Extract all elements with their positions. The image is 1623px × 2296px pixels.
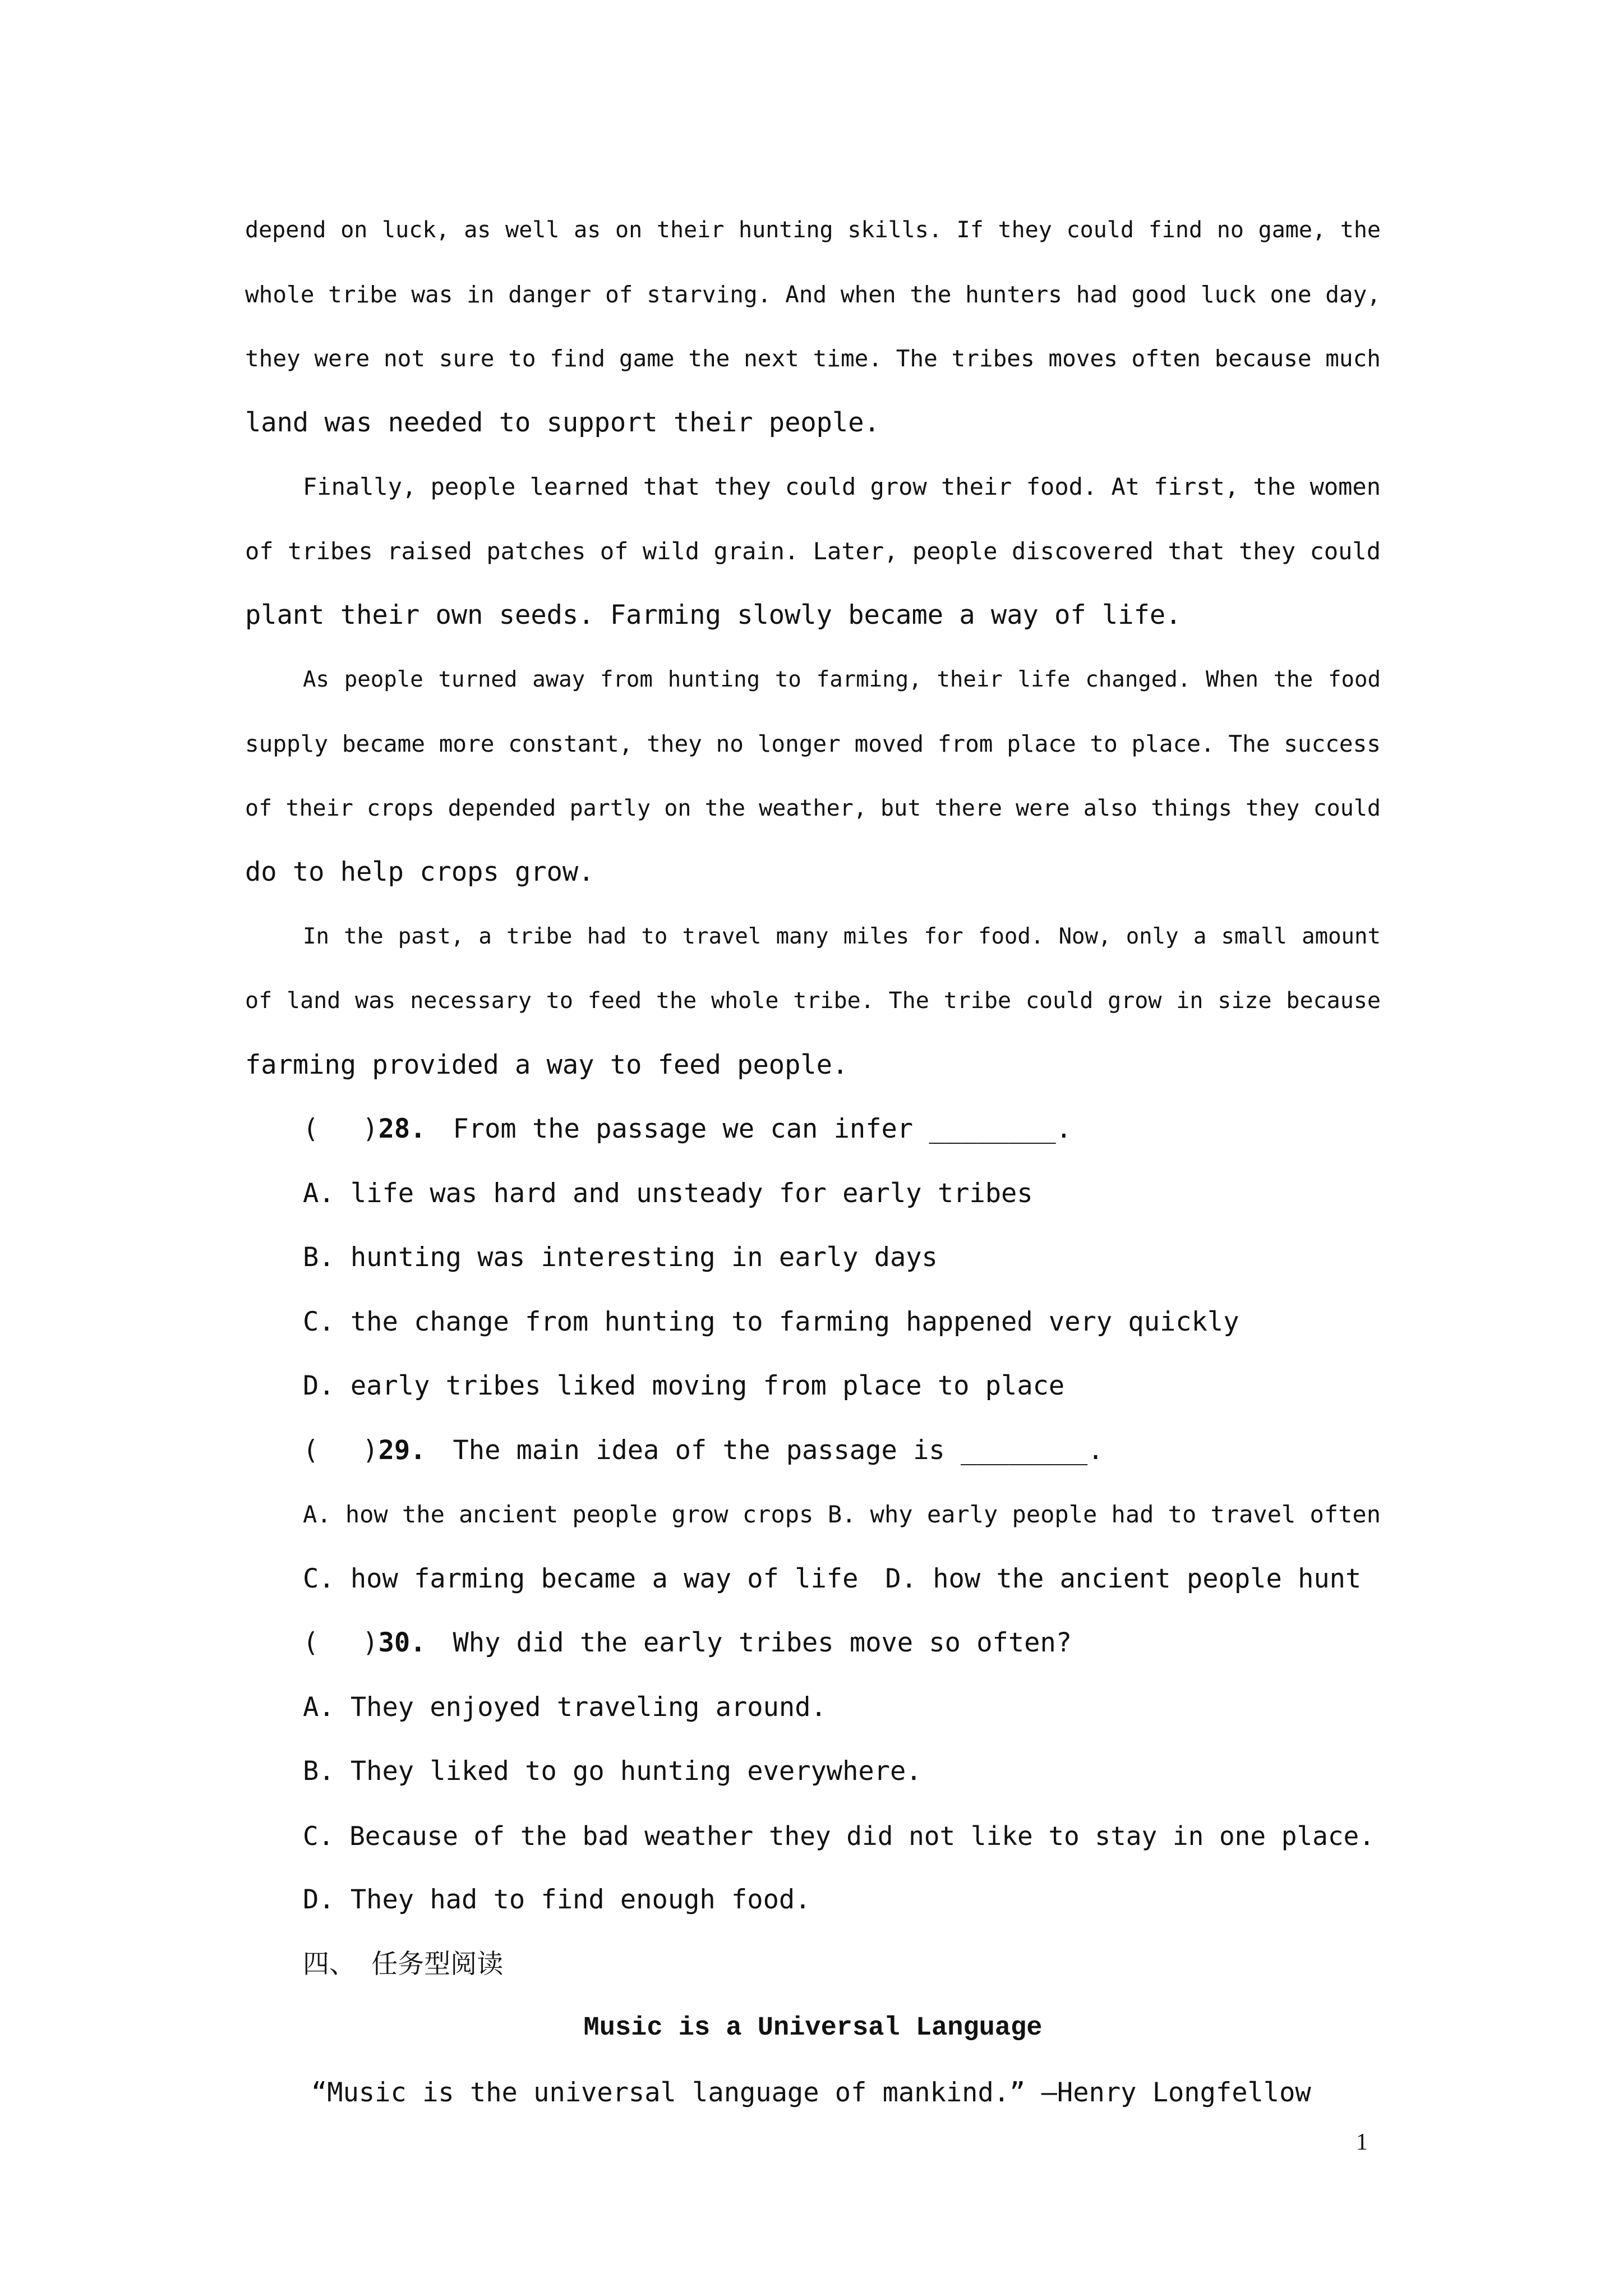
paragraph-line: In the past, a tribe had to travel many miles for food. Now, only a small amount bbox=[303, 923, 1381, 949]
paragraph-line: Finally, people learned that they could grow their food. At first, the women bbox=[303, 473, 1381, 500]
passage-title: Music is a Universal Language bbox=[583, 2013, 1043, 2043]
paragraph-line: do to help crops grow. bbox=[245, 857, 594, 887]
option-b: B. hunting was interesting in early days bbox=[303, 1242, 938, 1273]
option-pair-cd bbox=[245, 1551, 1381, 1616]
answer-bracket-open: ( bbox=[303, 1627, 319, 1658]
question-number: 30. bbox=[378, 1627, 426, 1658]
option-a: A. how the ancient people grow crops bbox=[303, 1501, 814, 1528]
paragraph-line: depend on luck, as well as on their hunting skills. If they could find no game, the bbox=[245, 217, 1381, 243]
option-c: C. Because of the bad weather they did not like to stay in one place. bbox=[303, 1820, 1375, 1851]
paragraph-line: of land was necessary to feed the whole tribe. The tribe could grow in size because bbox=[245, 988, 1381, 1014]
question-text: Why did the early tribes move so often? bbox=[453, 1627, 1072, 1658]
page-number: 1 bbox=[1356, 2129, 1368, 2155]
answer-bracket-close: ) bbox=[362, 1434, 379, 1466]
option-d: D. how the ancient people hunt bbox=[885, 1563, 1362, 1594]
page-content bbox=[245, 202, 1381, 2129]
option-c: C. how farming became a way of life bbox=[303, 1563, 859, 1594]
option-a: A. They enjoyed traveling around. bbox=[303, 1691, 827, 1723]
paragraph-line: plant their own seeds. Farming slowly became a way of life. bbox=[245, 600, 1182, 631]
question-30 bbox=[245, 1615, 1381, 1680]
question-text: From the passage we can infer ________. bbox=[453, 1114, 1072, 1144]
question-number: 28. bbox=[378, 1114, 426, 1144]
section-heading: 四、 任务型阅读 bbox=[303, 1948, 504, 1980]
paragraph-line: they were not sure to find game the next time. The tribes moves often because much bbox=[245, 345, 1381, 372]
option-d: D. They had to find enough food. bbox=[303, 1884, 811, 1915]
paragraph-line: whole tribe was in danger of starving. And when the hunters had good luck one day, bbox=[245, 280, 1381, 308]
epigraph-quote: “Music is the universal language of mankind.” —Henry Longfellow bbox=[311, 2077, 1311, 2108]
paragraph-line: of their crops depended partly on the weather, but there were also things they could bbox=[245, 795, 1381, 821]
question-text: The main idea of the passage is ________. bbox=[453, 1434, 1104, 1466]
option-d: D. early tribes liked moving from place to place bbox=[303, 1370, 1065, 1401]
answer-bracket-close: ) bbox=[362, 1114, 379, 1144]
answer-bracket-open: ( bbox=[303, 1114, 319, 1144]
option-b: B. why early people had to travel often bbox=[827, 1501, 1381, 1528]
paragraph-line: supply became more constant, they no longer moved from place to place. The success bbox=[245, 730, 1381, 757]
option-pair-ab bbox=[245, 1487, 1381, 1551]
paragraph-line: As people turned away from hunting to farming, their life changed. When the food bbox=[303, 666, 1381, 692]
option-b: B. They liked to go hunting everywhere. bbox=[303, 1756, 922, 1787]
answer-bracket-close: ) bbox=[362, 1627, 379, 1658]
option-a: A. life was hard and unsteady for early tribes bbox=[303, 1177, 1033, 1209]
question-29 bbox=[245, 1423, 1381, 1487]
paragraph-line: farming provided a way to feed people. bbox=[245, 1049, 849, 1080]
answer-bracket-open: ( bbox=[303, 1434, 319, 1466]
paragraph-line: land was needed to support their people. bbox=[245, 407, 880, 438]
question-number: 29. bbox=[378, 1434, 426, 1466]
option-c: C. the change from hunting to farming happened very quickly bbox=[303, 1306, 1239, 1337]
question-28 bbox=[245, 1101, 1381, 1166]
paragraph-line: of tribes raised patches of wild grain. Later, people discovered that they could bbox=[245, 537, 1381, 565]
